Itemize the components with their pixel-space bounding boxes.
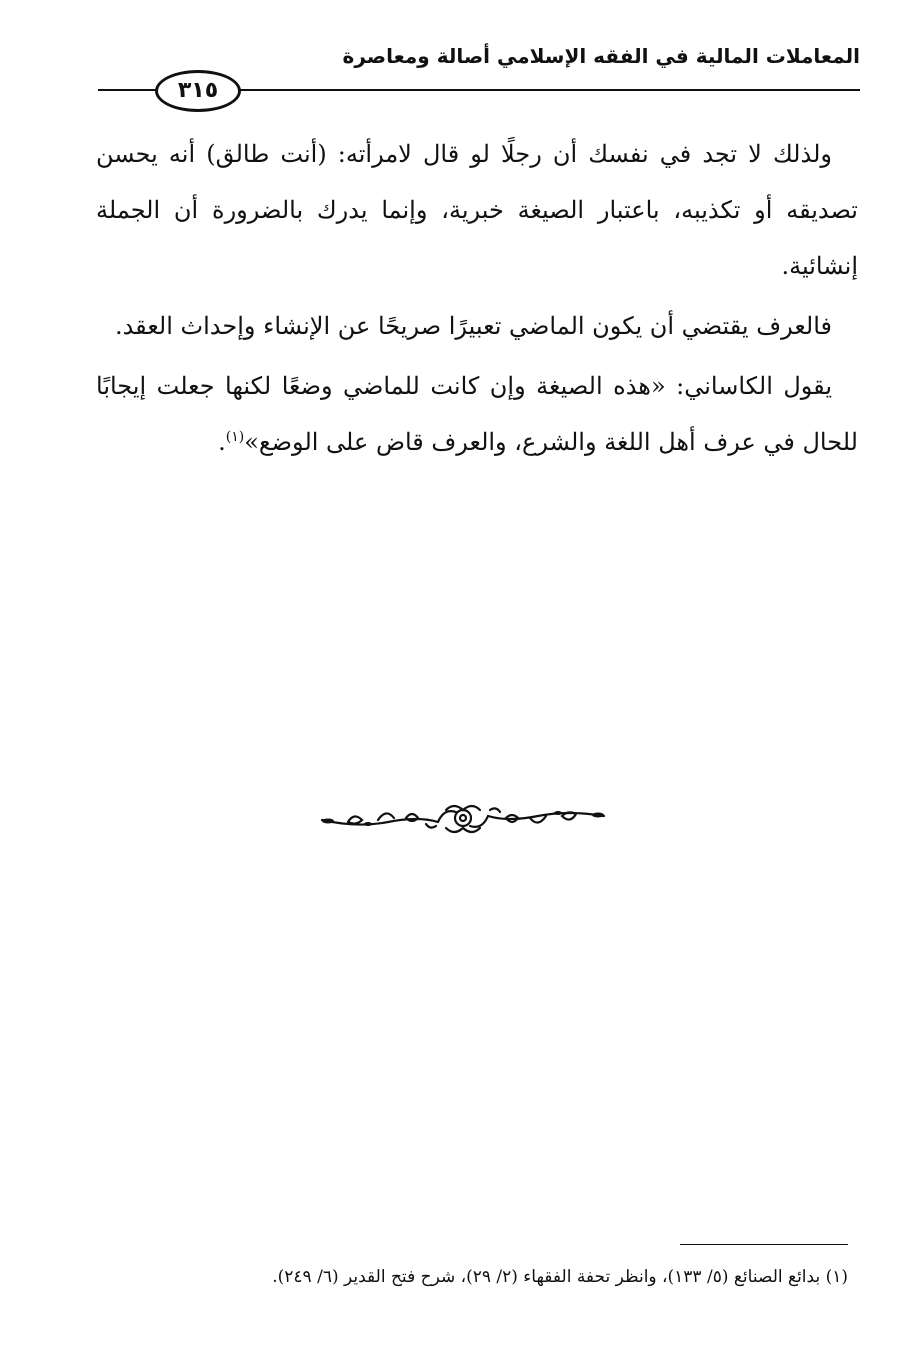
paragraph: ولذلك لا تجد في نفسك أن رجلًا لو قال لامرأته: (أنت طالق) أنه يحسن تصديقه أو تكذيبه، باعتبار الصيغة خبرية، وإنما يدرك بالضرورة أن الجملة إنشائية. <box>96 140 858 280</box>
footnote: (١) بدائع الصنائع (٥/ ١٣٣)، وانظر تحفة الفقهاء (٢/ ٢٩)، شرح فتح القدير (٦/ ٢٤٩). <box>272 1267 848 1287</box>
body-text <box>96 126 858 472</box>
footnote-separator <box>680 1244 848 1245</box>
paragraph-text: يقول الكاساني: «هذه الصيغة وإن كانت للماضي وضعًا لكنها جعلت إيجابًا للحال في عرف أهل اللغة والشرع، والعرف قاض على الوضع» <box>96 372 858 456</box>
paragraph-end-period: . <box>218 428 226 456</box>
running-header-title: المعاملات المالية في الفقه الإسلامي أصالة ومعاصرة <box>342 44 860 68</box>
footnote-reference[interactable]: (١) <box>225 429 245 445</box>
arabesque-divider-icon <box>318 800 608 836</box>
page-number: ٣١٥ <box>155 70 241 112</box>
paragraph: فالعرف يقتضي أن يكون الماضي تعبيرًا صريحًا عن الإنشاء وإحداث العقد. <box>114 312 832 340</box>
paragraph <box>96 358 858 470</box>
